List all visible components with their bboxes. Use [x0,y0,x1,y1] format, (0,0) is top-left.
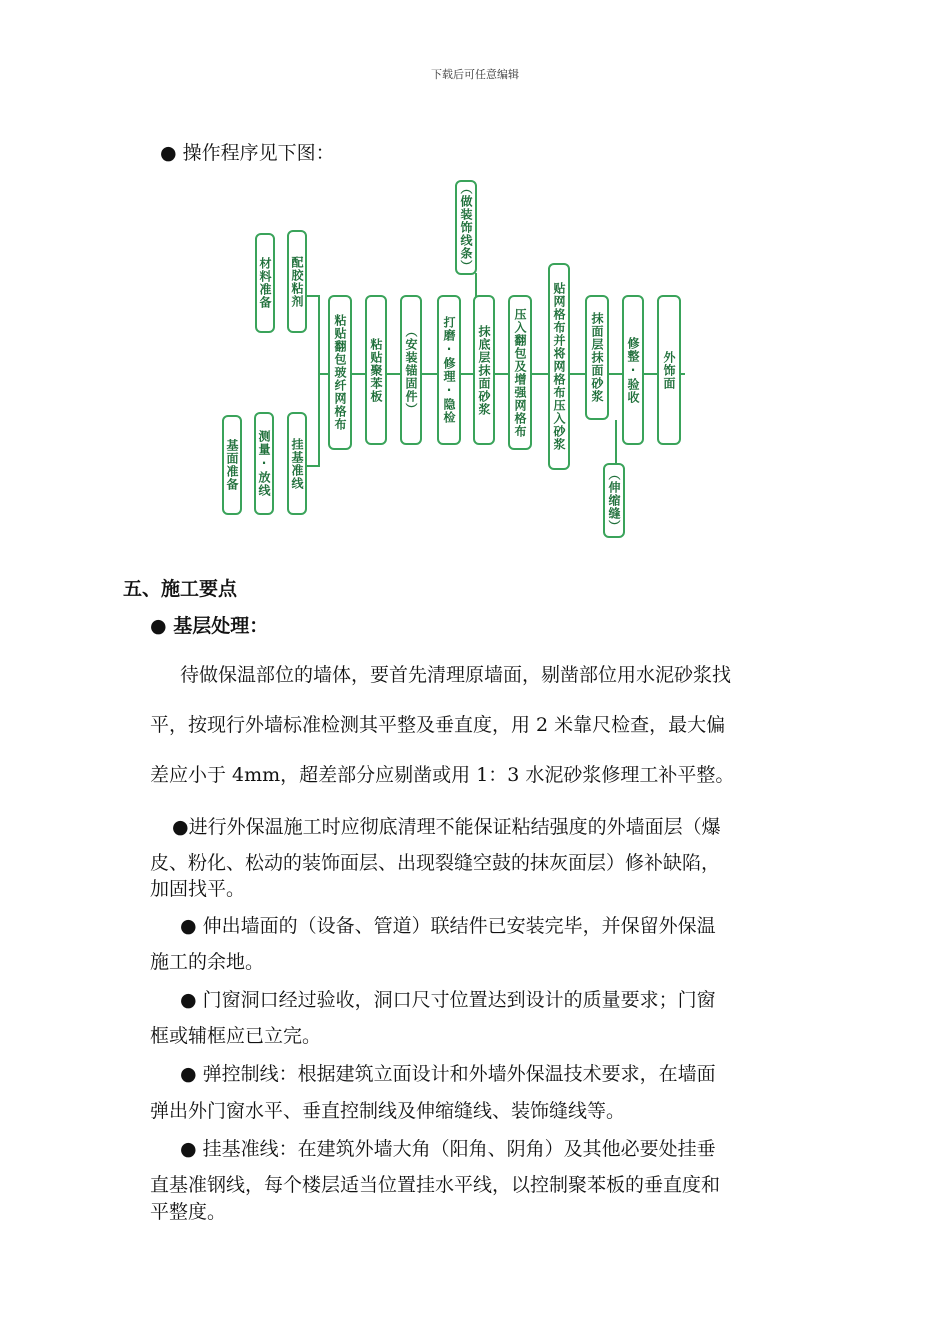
box-cailiao: 材料准备 [255,233,275,333]
box-waishi: 外饰面 [657,295,681,445]
para4-line1: ● 门窗洞口经过验收，洞口尺寸位置达到设计的质量要求；门窗 [180,989,716,1011]
box-guaji: 挂基准线 [287,412,307,515]
connector [305,465,320,467]
box-peijiao: 配胶粘剂 [287,230,307,333]
box-modi: 抹底层抹面砂浆 [473,295,495,445]
connector [305,295,320,297]
connector [615,420,617,465]
connector [318,295,320,465]
section-title: 五、施工要点 [123,578,238,600]
box-celiang: 测量·放线 [254,412,274,515]
box-anzhuang: （安装锚固件） [400,295,422,445]
box-yaru: 压入翻包及增强网格布 [508,295,532,450]
box-jimian: 基面准备 [222,415,242,515]
para4-line2: 框或辅框应已立完。 [150,1025,322,1047]
process-flow-diagram [205,175,705,545]
para6-line1: ● 挂基准线：在建筑外墙大角（阳角、阴角）及其他必要处挂垂 [180,1138,716,1160]
box-zuoshi: （做装饰线条） [455,180,477,275]
box-zhantie-fan: 粘贴翻包玻纤网格布 [328,295,352,450]
para1-line1: 待做保温部位的墙体，要首先清理原墙面，剔凿部位用水泥砂浆找 [180,664,732,686]
para2-line1: ●进行外保温施工时应彻底清理不能保证粘结强度的外墙面层（爆 [172,816,721,838]
intro-line: ● 操作程序见下图： [160,142,335,164]
para5-line2: 弹出外门窗水平、垂直控制线及伸缩缝线、装饰缝线等。 [150,1100,626,1122]
para1-line2: 平，按现行外墙标准检测其平整及垂直度，用 2 米靠尺检查，最大偏 [150,714,726,736]
sub-title: ● 基层处理： [150,615,269,637]
box-shensuo: （伸缩缝） [603,463,625,538]
para3-line1: ● 伸出墙面的（设备、管道）联结件已安装完毕，并保留外保温 [180,915,716,937]
box-xiuzheng: 修整·验收 [622,295,644,445]
para5-line1: ● 弹控制线：根据建筑立面设计和外墙外保温技术要求，在墙面 [180,1063,716,1085]
box-damo: 打磨·修理·隐检 [437,295,461,445]
para6-line3: 平整度。 [150,1201,227,1223]
box-tiewang: 贴网格布并将网格布压入砂浆 [548,263,570,470]
para3-line2: 施工的余地。 [150,951,265,973]
header-note: 下载后可任意编辑 [431,68,519,81]
para6-line2: 直基准钢线，每个楼层适当位置挂水平线，以控制聚苯板的垂直度和 [150,1174,721,1196]
box-momian: 抹面层抹面砂浆 [585,295,609,420]
para1-line3: 差应小于 4mm，超差部分应剔凿或用 1：3 水泥砂浆修理工补平整。 [150,764,735,786]
para2-line2: 皮、粉化、松动的装饰面层、出现裂缝空鼓的抹灰面层）修补缺陷， [150,852,721,874]
box-zhantie-ju: 粘贴聚苯板 [365,295,387,445]
para2-line3: 加固找平。 [150,878,246,900]
